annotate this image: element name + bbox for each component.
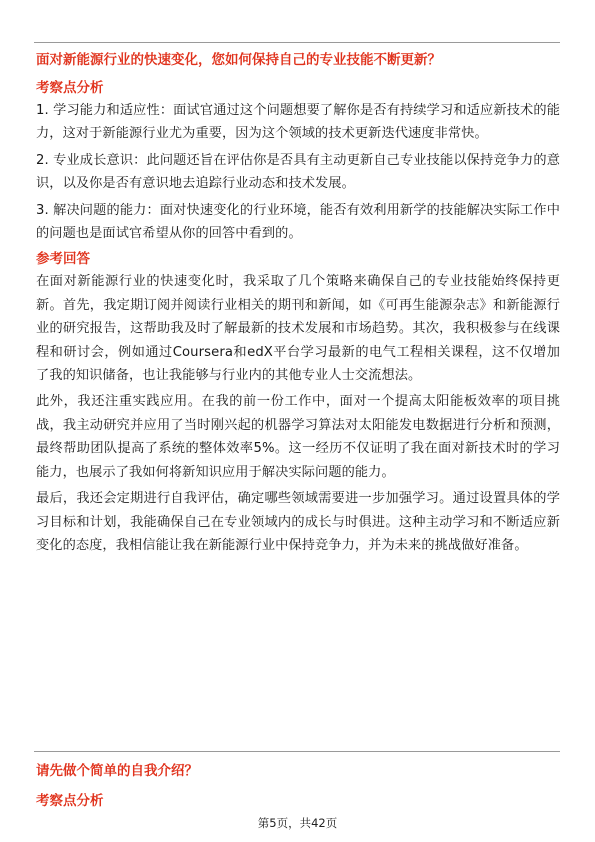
answer-paragraph-2: 此外，我还注重实践应用。在我的前一份工作中，面对一个提高太阳能板效率的项目挑战，我主动研究并应用了当时刚兴起的机器学习算法对太阳能发电数据进行分析和预测，最终帮助团队提高了系统的整体效率5%。这一经历不仅证明了我在面对新技术时的学习能力，也展示了我如何将新知识应用于解决实际问题的能力。 [36, 394, 560, 480]
question-title: 面对新能源行业的快速变化，您如何保持自己的专业技能不断更新？ [36, 52, 441, 68]
question-title-2: 请先做个简单的自我介绍？ [36, 763, 198, 779]
qa-block-1 [36, 47, 560, 560]
analysis-point-3: 3. 解决问题的能力：面对快速变化的行业环境，能否有效利用新学的技能解决实际工作中的问题也是面试官希望从你的回答中看到的。 [36, 202, 560, 242]
analysis-heading-2: 考察点分析 [36, 793, 104, 809]
page-number: 第5页，共42页 [257, 816, 338, 830]
qa-block-2 [36, 760, 560, 812]
answer-heading: 参考回答 [36, 251, 90, 268]
answer-paragraph-3: 最后，我还会定期进行自我评估，确定哪些领域需要进一步加强学习。通过设置具体的学习目标和计划，我能确保自己在专业领域内的成长与时俱进。这种主动学习和不断适应新变化的态度，我相信能让我在新能源行业中保持竞争力，并为未来的挑战做好准备。 [36, 491, 560, 553]
answer-body [36, 270, 560, 557]
analysis-point-2: 2. 专业成长意识：此问题还旨在评估你是否具有主动更新自己专业技能以保持竞争力的意识，以及你是否有意识地去追踪行业动态和技术发展。 [36, 152, 560, 192]
answer-paragraph-1: 在面对新能源行业的快速变化时，我采取了几个策略来确保自己的专业技能始终保持更新。首先，我定期订阅并阅读行业相关的期刊和新闻，如《可再生能源杂志》和新能源行业的研究报告，这帮助我及时了解最新的技术发展和市场趋势。其次，我积极参与在线课程和研讨会，例如通过Coursera和edX平台学习最新的电气工程相关课程，这不仅增加了我的知识储备，也让我能够与行业内的其他专业人士交流想法。 [36, 274, 560, 384]
analysis-heading: 考察点分析 [36, 80, 104, 96]
top-divider [34, 42, 560, 43]
analysis-point-1: 1. 学习能力和适应性：面试官通过这个问题想要了解你是否有持续学习和适应新技术的能力，这对于新能源行业尤为重要，因为这个领域的技术更新迭代速度非常快。 [36, 103, 560, 142]
section-divider [34, 751, 560, 752]
